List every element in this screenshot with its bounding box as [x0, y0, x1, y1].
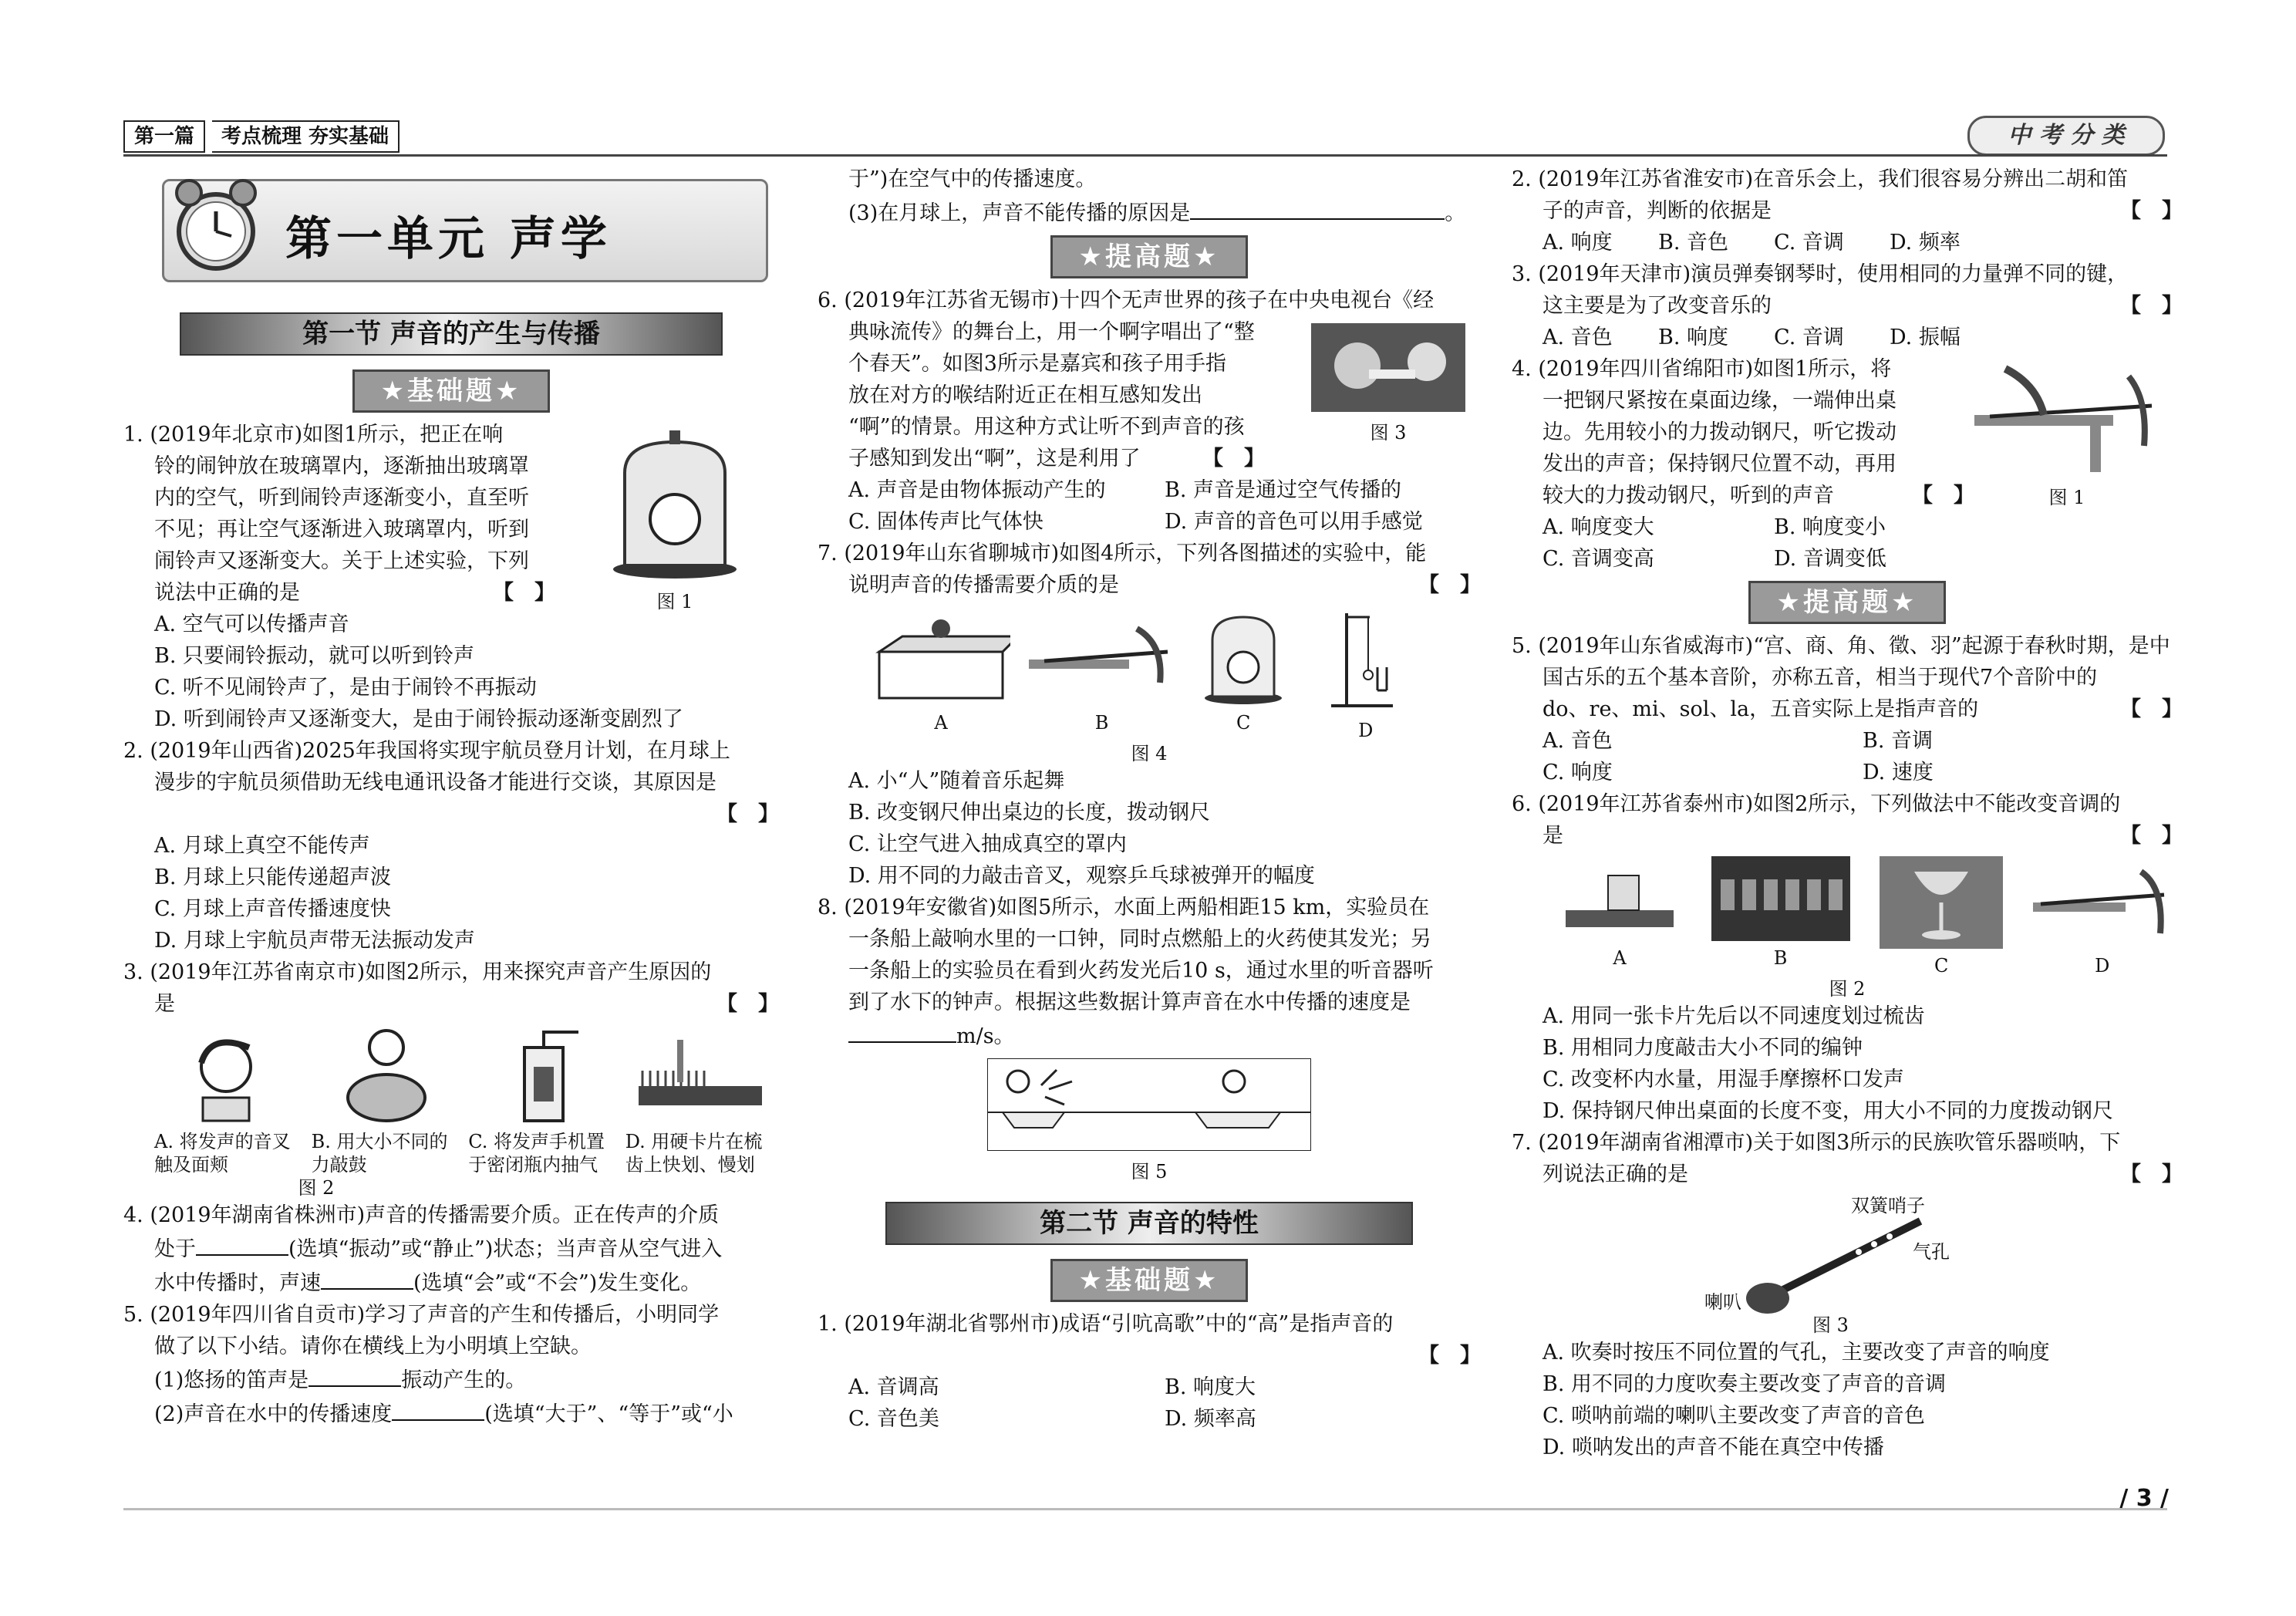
question-8: 8. (2019年安徽省)如图5所示，水面上两船相距15 km，实验员在 一条船上敲响水里的一口钟，同时点燃船上的火药使其发光；另 一条船上的实验员在看到火药发光后10 s，通过水里的听音器听 到了水下的钟声。根据这些数据计算声音在水中传播的速度是 m/s。 图 5	[818, 892, 1481, 1183]
question-2: 2. (2019年山西省)2025年我国将实现宇航员登月计划，在月球上 漫步的宇航员须借助无线电通讯设备才能进行交谈，其原因是 【 】 A. 月球上真空不能传声 B. 月球上只能传递超声波 C. 月球上声音传播速度快 D. 月球上宇航员声带无法振动发声	[123, 739, 779, 953]
s2-fig3-caption: 图 3	[1812, 1314, 1849, 1336]
column-left	[123, 312, 779, 1430]
ruler-table-figure	[1029, 606, 1175, 706]
section-heading-2: 第二节 声音的特性	[885, 1202, 1413, 1245]
s2-fig2-caption: 图 2	[1829, 978, 1866, 1000]
question-7: 7. (2019年山东省聊城市)如图4所示，下列各图描述的实验中，能 说明声音的传播需要介质的是 【 】 A B C D 图 4 A. 小“人”随着音乐起舞 B. 改变钢尺伸出桌边的长度，拨动钢尺 C. 让空气进入抽成真空的罩内 D. 用不同的力敲击音叉，观察乒乓球被弹开的幅度	[818, 541, 1481, 888]
hole-label: 气孔	[1913, 1241, 1950, 1263]
chime-bells-photo	[1711, 856, 1850, 941]
fig3-caption: 图 3	[1370, 422, 1407, 444]
comb-figure	[1562, 856, 1677, 941]
column-right	[1512, 164, 2183, 1463]
s2-fig1-caption: 图 1	[2048, 487, 2085, 508]
throat-touch-photo	[1311, 323, 1465, 412]
q4-blank-1[interactable]	[196, 1231, 288, 1256]
reed-label: 双簧哨子	[1851, 1195, 1925, 1216]
series-badge: 中 考 分 类	[1967, 116, 2165, 156]
advanced-tag-2: ★提高题★	[1748, 581, 1946, 624]
basic-tag: ★基础题★	[352, 369, 550, 413]
wine-glass-photo	[1880, 856, 2003, 949]
bell-jar-figure	[609, 427, 740, 581]
unit-title: 第一单元 声学	[285, 212, 612, 266]
question-4: 4. (2019年湖南省株洲市)声音的传播需要介质。正在传声的介质 处于 (选填“振动”或“静止”)状态；当声音从空气进入 水中传播时，声速 (选填“会”或“不会”)发生变化。	[123, 1203, 723, 1295]
header-divider	[123, 154, 2167, 157]
part-label: 第一篇	[123, 120, 205, 153]
drum-figure	[336, 1024, 437, 1125]
question-5: 5. (2019年四川省自贡市)学习了声音的产生和传播后，小明同学 做了以下小结。请你在横线上为小明填上空缺。 (1)悠扬的笛声是 振动产生的。 (2)声音在水中的传播速度 (选填“大于”、“等于”或“小	[123, 1303, 733, 1426]
q4-blank-2[interactable]	[321, 1265, 413, 1290]
question-1: 1. (2019年北京市)如图1所示，把正在响 铃的闹钟放在玻璃罩内，逐渐抽出玻璃罩 内的空气，听到闹铃声逐渐变小，直至听 不见；再让空气逐渐进入玻璃罩内，听到 闹铃声又逐渐变大。关于上述实验，下列 说法中正确的是 【 】 图 1 A. 空气可以传播声音 B. 只要闹铃振动，就可以听到铃声 C. 听不见闹铃声了，是由于闹铃不再振动 D. 听到闹铃声又逐渐变大，是由于闹铃振动逐渐变剧烈了	[123, 419, 779, 735]
question-6: 6. (2019年江苏省无锡市)十四个无声世界的孩子在中央电视台《经 典咏流传》的舞台上，用一个啊字唱出了“整 个春天”。如图3所示是嘉宾和孩子用手指 放在对方的喉结附近正在相互感知发出 “啊”的情景。用这种方式让听不到声音的孩 子感知到发出“啊”，这是利用了 【 】 图 3 A. 声音是由物体振动产生的 B. 声音是通过空气传播的 C. 固体传声比气体快 D. 声音的音色可以用手感觉	[818, 285, 1481, 538]
q5-blank-1[interactable]	[308, 1362, 401, 1387]
s2-question-2: 2. (2019年江苏省淮安市)在音乐会上，我们很容易分辨出二胡和笛 子的声音，判断的依据是 【 】 A. 响度 B. 音色 C. 音调 D. 频率	[1512, 167, 2183, 255]
q5-blank-2[interactable]	[392, 1396, 484, 1421]
face-tuning-fork-figure	[180, 1024, 280, 1125]
column-middle: 于”)在空气中的传播速度。 (3)在月球上，声音不能传播的原因是 。 ★提高题★ 6. (2019年江苏省无锡市)十四个无声世界的孩子在中央电视台《经 典咏流传》的舞台上，用一个啊字唱出了“整 个春天”。如图3所示是嘉宾和孩子用手指 放在对方的喉结附近正在相互感知发出 “啊”的情景。用这种方式让听不到声音的孩 子感知到发出“啊”，这是利用了 【 】 图 3 A. 声音是由物体振动产生的 B. 声音是通过空气传播的 C. 固体传声比气体快 D. 声音的音色可以用手感觉 7. (2019年山东省聊城市)如图4所示，下列各图描述的实验中，能 说明声音的传播需要介质的是 【 】 A B C D 图 4 A. 小“人”随着音乐起舞 B. 改变钢尺伸出桌边的长度，拨动钢尺 C. 让空气进入抽成真空的罩内 D. 用不同的力敲击音叉，观察乒乓球被弹开的幅度 8. (2019年安徽省)如图5所示，水面上两船相距15 km，实验员在 一条船上敲响水里的一口钟，同时点燃船上的火药使其发光；另 一条船上的实验员在看到火药发光后10 s，通过水里的听音器听 到了水下的钟声。根据这些数据计算声音在水中传播的速度是 m/s。 图 5 第二节 声音的特性 ★基础题★ 1. (2019年湖北省鄂州市)成语“引吭高歌”中的“高”是指声音的 【 】 A. 音调高 B. 响度大 C. 音色美 D. 频率高	[818, 164, 1481, 1435]
slogan-label: 考点梳理 夯实基础	[212, 120, 400, 153]
q8-blank[interactable]	[848, 1018, 956, 1043]
dancing-figure-box	[872, 606, 1010, 706]
section2-question-1: 1. (2019年湖北省鄂州市)成语“引吭高歌”中的“高”是指声音的 【 】 A. 音调高 B. 响度大 C. 音色美 D. 频率高	[818, 1312, 1481, 1431]
page-number: / 3 /	[2119, 1485, 2169, 1512]
ruler-pluck-photo	[2033, 856, 2172, 949]
tuning-fork-ball-figure	[1323, 606, 1408, 714]
fig2-caption: 图 2	[298, 1177, 335, 1199]
fig5-caption: 图 5	[1131, 1161, 1168, 1182]
question-3: 3. (2019年江苏省南京市)如图2所示，用来探究声音产生原因的 是 【 】 A. 将发声的音叉触及面颊 B. 用大小不同的力敲鼓 C. 将发声手机置于密闭瓶内抽气 D. 用硬卡片在梳齿上快划、慢划 图 2	[123, 960, 779, 1199]
s2-question-7: 7. (2019年湖南省湘潭市)关于如图3所示的民族吹管乐器唢呐，下 列说法正确的是 【 】 双簧哨子 气孔 喇叭 图 3 A. 吹奏时按压不同位置的气孔，主要改变了声音的响度 B. 用不同的力度吹奏主要改变了声音的音调 C. 唢呐前端的喇叭主要改变了声音的音色 D. 唢呐发出的声音不能在真空中传播	[1512, 1131, 2183, 1459]
s2-question-4: 4. (2019年四川省绵阳市)如图1所示，将 一把钢尺紧按在桌面边缘，一端伸出桌 边。先用较小的力拨动钢尺，听它拨动 发出的声音；保持钢尺位置不动，再用 较大的力拨动钢尺，听到的声音 【 】 图 1 A. 响度变大 B. 响度变小 C. 音调变高 D. 音调变低	[1512, 353, 2183, 575]
s2-question-6: 6. (2019年江苏省泰州市)如图2所示，下列做法中不能改变音调的 是 【 】 A B C D 图 2 A. 用同一张卡片先后以不同速度划过梳齿 B. 用相同力度敲击大小不同的编钟 C. 改变杯内水量，用湿手摩擦杯口发声 D. 保持钢尺伸出桌面的长度不变，用大小不同的力度拨动钢尺	[1512, 792, 2183, 1123]
advanced-tag: ★提高题★	[1050, 235, 1248, 278]
fig4-caption: 图 4	[1131, 743, 1168, 764]
s2-question-5: 5. (2019年山东省威海市)“宫、商、角、徵、羽”起源于春秋时期，是中 国古乐的五个基本音阶，亦称五音，相当于现代7个音阶中的 do、re、mi、sol、la，五音实际上是指声音的 【 】 A. 音色 B. 音调 C. 响度 D. 速度	[1512, 634, 2183, 784]
two-boats-figure	[987, 1058, 1311, 1151]
ruler-table-photo	[1974, 361, 2159, 477]
fig1-caption: 图 1	[656, 591, 693, 612]
sealed-bottle-figure	[494, 1024, 594, 1125]
section-heading-1: 第一节 声音的产生与传播	[180, 312, 723, 356]
basic-tag-2: ★基础题★	[1050, 1259, 1248, 1302]
bell-label: 喇叭	[1704, 1291, 1741, 1313]
alarm-clock-icon	[166, 176, 266, 276]
s2-question-3: 3. (2019年天津市)演员弹奏钢琴时，使用相同的力量弹不同的键， 这主要是为了改变音乐的 【 】 A. 音色 B. 响度 C. 音调 D. 振幅	[1512, 262, 2183, 349]
comb-card-figure	[631, 1024, 770, 1125]
q5-blank-3[interactable]	[1190, 195, 1445, 220]
bell-jar-small-figure	[1201, 606, 1286, 706]
footer-divider	[123, 1508, 2167, 1510]
